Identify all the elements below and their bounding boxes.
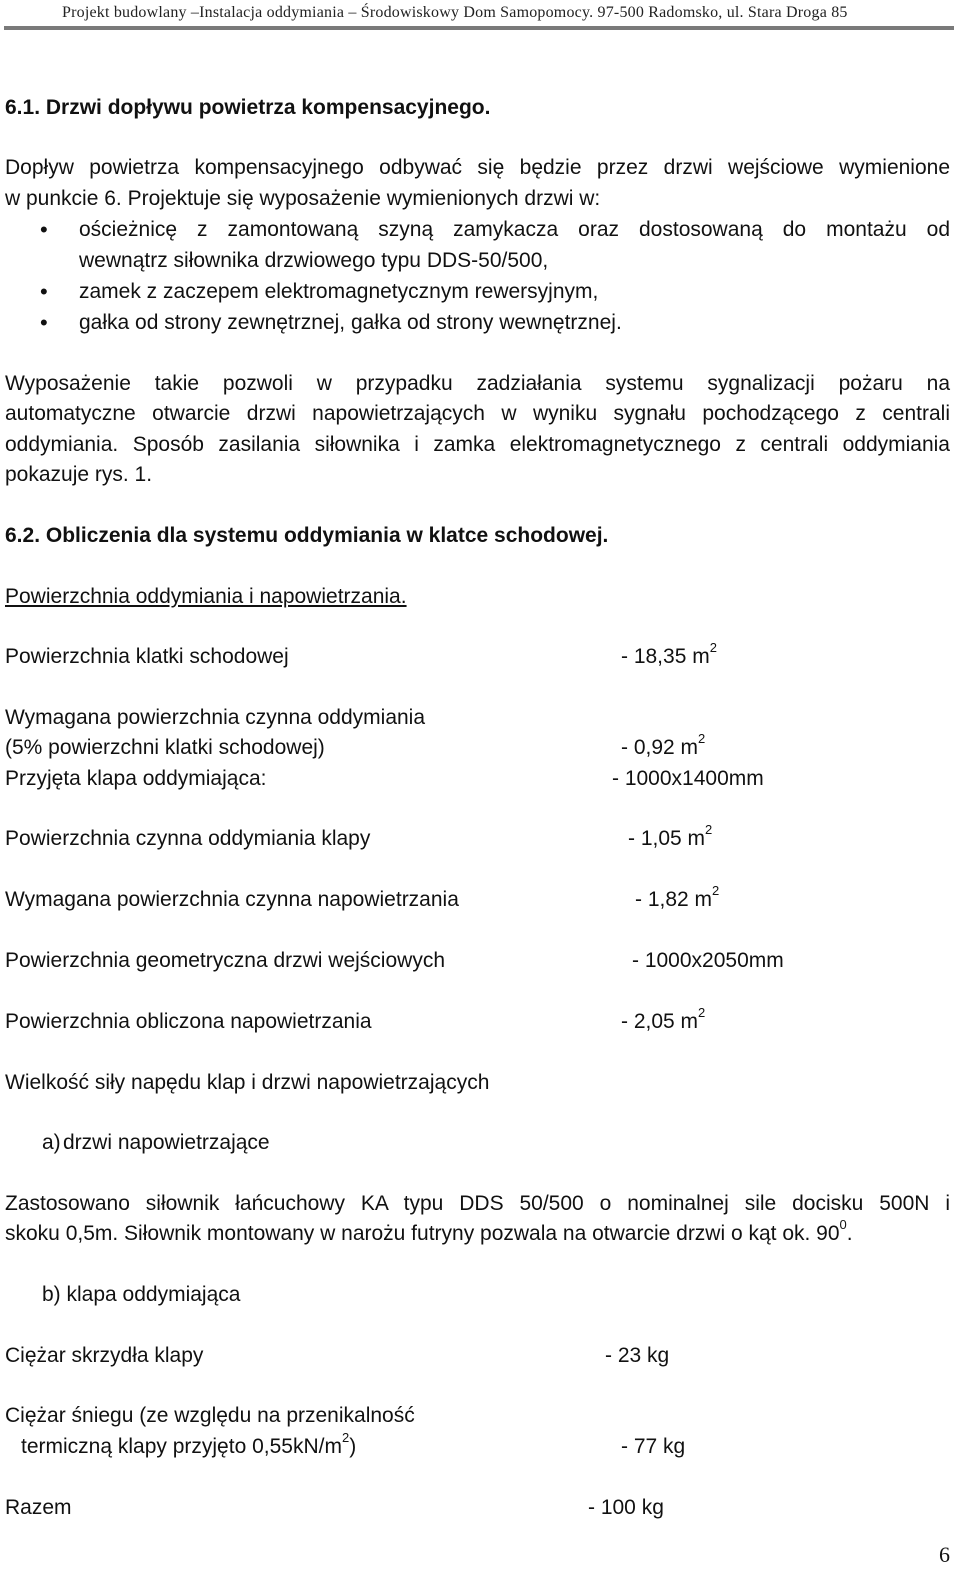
- row-label: Razem: [5, 1496, 72, 1519]
- paragraph-line: automatyczne otwarcie drzwi napowietrzających w wyniku sygnału pochodzącego z centrali: [5, 402, 950, 425]
- row-label: Ciężar śniegu (ze względu na przenikalność: [5, 1404, 415, 1427]
- list-item: drzwi napowietrzające: [63, 1131, 270, 1154]
- bullet-text: wewnątrz siłownika drzwiowego typu DDS-50/500,: [79, 249, 549, 272]
- paragraph-line: w punkcie 6. Projektuje się wyposażenie wymienionych drzwi w:: [5, 187, 601, 210]
- page-number: 6: [939, 1542, 950, 1567]
- list-item: b) klapa oddymiająca: [42, 1283, 241, 1306]
- row-value: - 23 kg: [605, 1344, 670, 1367]
- section-heading-6-1: 6.1. Drzwi dopływu powietrza kompensacyjnego.: [5, 96, 491, 119]
- paragraph-line: pokazuje rys. 1.: [5, 463, 153, 486]
- list-marker: a): [42, 1131, 61, 1154]
- row-label: Powierzchnia klatki schodowej: [5, 645, 289, 668]
- row-value: - 1,82 $m^2$: [635, 883, 720, 911]
- row-value: - 1000x2050mm: [632, 949, 784, 972]
- row-value: - 77 kg: [621, 1435, 686, 1458]
- bullet-icon: •: [40, 310, 48, 335]
- row-label: Wymagana powierzchnia czynna napowietrzania: [5, 888, 459, 911]
- bullet-icon: •: [40, 217, 48, 242]
- paragraph-line: oddymiania. Sposób zasilania siłownika i zamka elektromagnetycznego z centrali oddymiania: [5, 433, 950, 456]
- bullet-icon: •: [40, 279, 48, 304]
- paragraph-line: skoku 0,5m. Siłownik montowany w narożu futryny pozwala na otwarcie drzwi o kąt ok. $90^0$.: [5, 1217, 853, 1245]
- row-label: Ciężar skrzydła klapy: [5, 1344, 204, 1367]
- row-label: Wymagana powierzchnia czynna oddymiania: [5, 706, 426, 729]
- row-label: Powierzchnia obliczona napowietrzania: [5, 1010, 372, 1033]
- section-heading-6-2: 6.2. Obliczenia dla systemu oddymiania w klatce schodowej.: [5, 524, 609, 547]
- row-value: - 2,05 $m^2$: [621, 1005, 706, 1033]
- row-value: - 100 kg: [588, 1496, 664, 1519]
- row-value: - 18,35 $m^2$: [621, 640, 717, 668]
- row-value: - 1000x1400mm: [612, 767, 764, 790]
- row-label: Powierzchnia geometryczna drzwi wejściowych: [5, 949, 445, 972]
- header-text: Projekt budowlany –Instalacja oddymiania – Środowiskowy Dom Samopomocy. 97-500 Radomsko, ul. Stara Droga 85: [62, 4, 848, 21]
- bullet-text: ościeżnicę z zamontowaną szyną zamykacza oraz dostosowaną do montażu od: [79, 218, 950, 241]
- header-rule: [4, 26, 954, 30]
- paragraph-line: Wyposażenie takie pozwoli w przypadku zadziałania systemu sygnalizacji pożaru na: [5, 372, 950, 395]
- row-label: Powierzchnia czynna oddymiania klapy: [5, 827, 371, 850]
- row-label: Przyjęta klapa oddymiająca:: [5, 767, 267, 790]
- paragraph-line: Zastosowano siłownik łańcuchowy KA typu DDS 50/500 o nominalnej sile docisku 500N i: [5, 1192, 950, 1215]
- row-value: - 1,05 $m^2$: [628, 822, 713, 850]
- paragraph-line: Dopływ powietrza kompensacyjnego odbywać się będzie przez drzwi wejściowe wymienione: [5, 156, 950, 179]
- row-label: termiczną klapy przyjęto $0,55kN/m^2$): [21, 1430, 357, 1458]
- bullet-text: zamek z zaczepem elektromagnetycznym rewersyjnym,: [79, 280, 599, 303]
- row-value: - 0,92 $m^2$: [621, 731, 706, 759]
- subheading: Powierzchnia oddymiania i napowietrzania.: [5, 585, 407, 608]
- row-label: (5% powierzchni klatki schodowej): [5, 736, 325, 759]
- page-header: [0, 0, 960, 32]
- bullet-text: gałka od strony zewnętrznej, gałka od strony wewnętrznej.: [79, 311, 622, 334]
- force-heading: Wielkość siły napędu klap i drzwi napowietrzających: [5, 1071, 490, 1094]
